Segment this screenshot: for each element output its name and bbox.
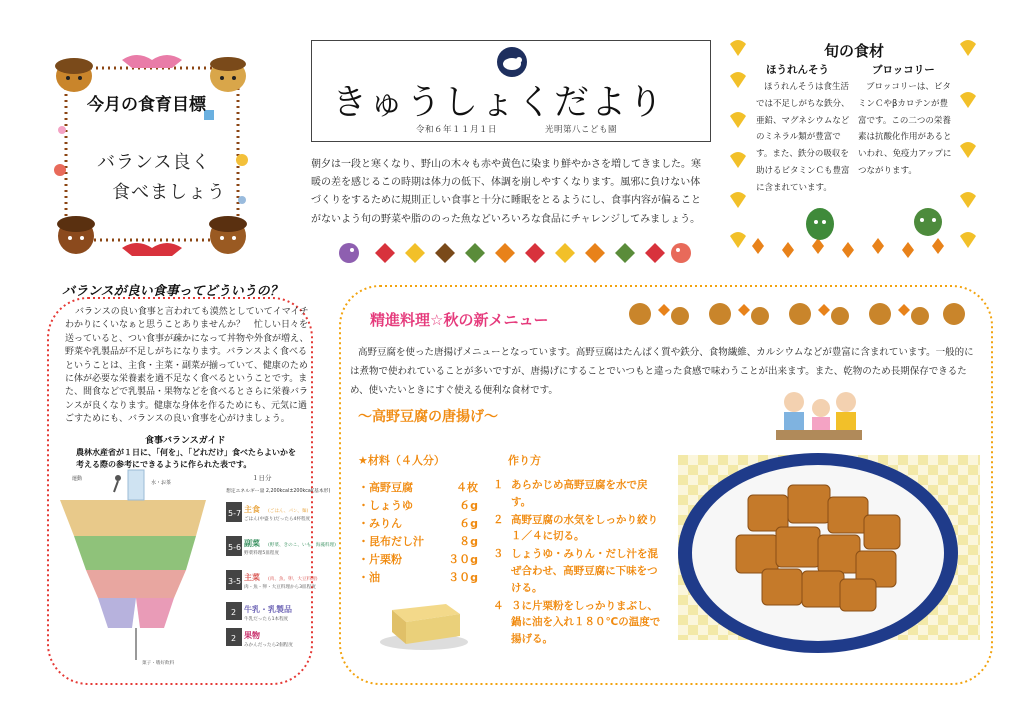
food-balance-guide-diagram xyxy=(56,470,336,670)
ingredient-amount: ４枚 xyxy=(456,481,478,494)
ingredient-name: ・油 xyxy=(358,571,380,584)
bird-icon xyxy=(339,243,359,263)
issue-date: 令和６年１１月１日 xyxy=(416,125,498,135)
monthly-goal-box xyxy=(52,50,252,260)
ingredient-amount: ３０g xyxy=(448,571,478,584)
recipe-title: ～高野豆腐の唐揚げ～ xyxy=(358,409,498,425)
group-name: 牛乳・乳製品 xyxy=(244,605,292,614)
fried-tofu-photo xyxy=(678,455,980,640)
bird-icon xyxy=(671,243,691,263)
ingredient-amount: ８g xyxy=(459,535,478,548)
group-count: 3-5 xyxy=(228,577,242,586)
leaf-icon xyxy=(585,243,605,263)
list-item xyxy=(493,546,665,596)
acorn-character-icon xyxy=(210,57,246,92)
side-dish-tier xyxy=(74,536,196,570)
goal-title: 今月の食育目標 xyxy=(87,95,206,115)
staple-tier xyxy=(60,500,206,536)
list-item xyxy=(358,533,478,551)
group-sub: (肉、魚、卵、大豆料理) xyxy=(268,577,318,582)
menu-description: 高野豆腐を使った唐揚げメニューとなっています。高野豆腐はたんぱく質や鉄分、食物繊維、カルシウムなどが豊富に含まれています。一般的には煮物で使われていることが多いですが、唐揚げにすることでいつもと違った食感で味わうことが出来ます。また、乾物のため長期保存できるため、使いたいときにすぐ使える便利な食材です。 xyxy=(350,347,974,396)
dairy-tier xyxy=(98,598,136,628)
ingredient-amount: ６g xyxy=(459,499,478,512)
step-text: しょうゆ・みりん・だし汁を混ぜ合わせ、高野豆腐に下味をつける。 xyxy=(511,548,658,594)
group-main-dish xyxy=(226,570,318,590)
school-emblem-icon xyxy=(497,47,527,77)
group-fruit xyxy=(226,628,293,648)
exercise-caption: 運動 xyxy=(72,476,83,482)
seasonal-food-title: 旬の食材 xyxy=(824,42,885,60)
ingredient-name: ・昆布だし汁 xyxy=(358,535,424,548)
recipe-steps xyxy=(493,477,665,649)
step-text: 高野豆腐の水気をしっかり絞り１／４に切る。 xyxy=(511,513,658,543)
ingredient-list xyxy=(358,479,478,587)
fruit-tier xyxy=(136,598,174,628)
ingredient-name: ・みりん xyxy=(358,517,402,530)
list-item xyxy=(358,515,478,533)
food-guide-description: 農林水産省が１日に、「何を」、「どれだけ」食べたらよいかを考える際の参考にできるように作られた表です。 xyxy=(76,448,296,469)
newsletter-title: きゅうしょくだより xyxy=(332,83,666,123)
group-count: 2 xyxy=(231,634,237,643)
autumn-leaves-decoration xyxy=(335,238,695,268)
one-day-label: １日分 xyxy=(252,474,272,482)
ingredient-amount: ６g xyxy=(459,517,478,530)
leaf-icon xyxy=(555,243,575,263)
group-note: 野菜料理5皿程度 xyxy=(244,551,280,556)
group-note: みかんだったら2個程度 xyxy=(244,643,293,648)
main-dish-tier xyxy=(86,570,186,598)
goal-text-line-2: 食べましょう xyxy=(112,182,226,203)
group-count: 2 xyxy=(231,608,237,617)
group-dairy xyxy=(226,602,292,622)
list-item xyxy=(358,551,478,569)
spinach-heading: ほうれんそう xyxy=(766,64,829,76)
group-count: 5-7 xyxy=(228,509,242,518)
squirrel-icon xyxy=(869,303,891,325)
squirrel-icon xyxy=(709,303,731,325)
seasonal-food-panel xyxy=(722,36,984,258)
squirrel-icon xyxy=(629,303,651,325)
step-number: ３ xyxy=(493,548,504,561)
leaf-icon xyxy=(465,243,485,263)
ribbon-icon xyxy=(122,55,182,68)
step-number: １ xyxy=(493,479,504,491)
water-glass-icon xyxy=(128,470,144,500)
candy-icon xyxy=(54,164,66,176)
group-side-dish xyxy=(226,536,336,556)
food-guide-title: 食事バランスガイド xyxy=(145,436,226,446)
ingredient-name: ・片栗粉 xyxy=(358,553,402,566)
group-name: 果物 xyxy=(244,631,260,640)
group-staple xyxy=(226,502,311,522)
ingredient-amount: ３０g xyxy=(448,553,478,566)
broccoli-character-icon xyxy=(914,208,942,236)
menu-section-title: 精進料理☆秋の新メニュー xyxy=(370,311,549,329)
list-item xyxy=(358,569,478,587)
organization-name: 光明第八こども園 xyxy=(545,125,618,135)
step-number: ４ xyxy=(493,599,504,612)
list-item xyxy=(358,479,478,497)
runner-icon xyxy=(114,475,121,492)
acorn-character-icon xyxy=(209,216,247,254)
acorn-character-icon xyxy=(57,216,95,254)
list-item xyxy=(493,512,665,546)
intro-paragraph: 朝夕は一段と寒くなり、野山の木々も赤や黄色に染まり鮮やかさを増してきました。寒暖の差を感じるこの時期は体力の低下、体調を崩しやすくなります。風邪に負けない体づくりをするために規則正しい食事と十分に睡眠をとるようにし、食事内容が偏ることがないよう旬の野菜や脂ののった魚などいろいろな食品にチャレンジしてみましょう。 xyxy=(311,159,701,225)
group-name: 主菜 xyxy=(244,573,260,582)
ingredients-heading: ★材料（４人分） xyxy=(358,454,445,467)
energy-label: 想定エネルギー量 2,200kcal±200kcal(基本形) xyxy=(226,489,331,494)
autumn-critters-decoration xyxy=(628,296,968,330)
leaf-icon xyxy=(405,243,425,263)
snack-caption: 菓子・嗜好飲料 xyxy=(142,661,175,666)
acorn-character-icon xyxy=(55,58,93,92)
group-note: 肉・魚・卵・大豆料理から3皿程度 xyxy=(244,585,316,590)
group-sub: (野菜、きのこ、いも、海藻料理) xyxy=(268,543,336,548)
ingredient-name: ・しょうゆ xyxy=(358,499,413,512)
list-item xyxy=(493,598,665,648)
group-sub: (ごはん、パン、麺) xyxy=(268,509,309,514)
step-text: あらかじめ高野豆腐を水で戻す。 xyxy=(511,479,648,508)
group-count: 5-6 xyxy=(228,543,242,552)
spinach-character-icon xyxy=(806,208,834,240)
squirrel-icon xyxy=(943,303,965,325)
broccoli-heading: ブロッコリー xyxy=(872,64,935,76)
squirrel-icon xyxy=(789,303,811,325)
list-item xyxy=(358,497,478,515)
group-name: 主食 xyxy=(244,505,260,514)
leaf-icon xyxy=(435,243,455,263)
balance-paragraph: バランスの良い食事と言われても漠然としていてイマイチわかりにくいなぁと思うことありませんか？ 忙しい日々を送っていると、つい食事が疎かになって丼物や外食が増え、野菜や乳製品が不足しがちになります。バランスよく食べるということは、主食・主菜・副菜が揃っていて、健康のために体が必要な栄養素を過不足なく食べるということです。また、間食などで乳製品・果物などを食べるとさらに栄養バランスが良くなります。健康な身体を作るためにも、元気に過ごすためにも、バランスの良い食事を心がけましょう。 xyxy=(65,307,309,425)
ingredient-name: ・高野豆腐 xyxy=(358,481,413,494)
family-eating-illustration xyxy=(776,384,862,444)
leaf-icon xyxy=(615,243,635,263)
group-note: 牛乳だったら1本程度 xyxy=(244,617,289,622)
ribbon-icon xyxy=(122,243,182,256)
step-text: ３に片栗粉をしっかりまぶし、鍋に油を入れ１８０℃の温度で揚げる。 xyxy=(511,599,661,646)
balance-section-title: バランスが良い食事ってどういうの？ xyxy=(62,284,283,299)
koya-tofu-illustration xyxy=(378,592,470,652)
broccoli-description: ブロッコリーは、ビタミンＣやβカロテンが豊富です。この二つの栄養素は抗酸化作用があるといわれ、免疫力アップにつながります。 xyxy=(858,82,952,176)
newsletter-title-box xyxy=(311,40,711,142)
list-item xyxy=(493,477,665,511)
leaf-icon xyxy=(495,243,515,263)
steps-heading: 作り方 xyxy=(508,454,541,467)
goal-text-line-1: バランス良く xyxy=(97,152,211,173)
leaf-icon xyxy=(525,243,545,263)
balloon-icon xyxy=(236,154,248,166)
spinach-description: ほうれんそうは食生活では不足しがちな鉄分、亜鉛、マグネシウムなどのミネラル類が豊富です。また、鉄分の吸収を助けるビタミンＣも豊富に含まれています。 xyxy=(756,82,850,193)
group-note: ごはん(中盛り)だったら4杯程度 xyxy=(244,517,311,522)
leaf-icon xyxy=(645,243,665,263)
step-number: ２ xyxy=(493,513,504,526)
leaf-icon xyxy=(375,243,395,263)
group-name: 副菜 xyxy=(244,539,260,548)
water-caption: 水・お茶 xyxy=(151,480,172,486)
